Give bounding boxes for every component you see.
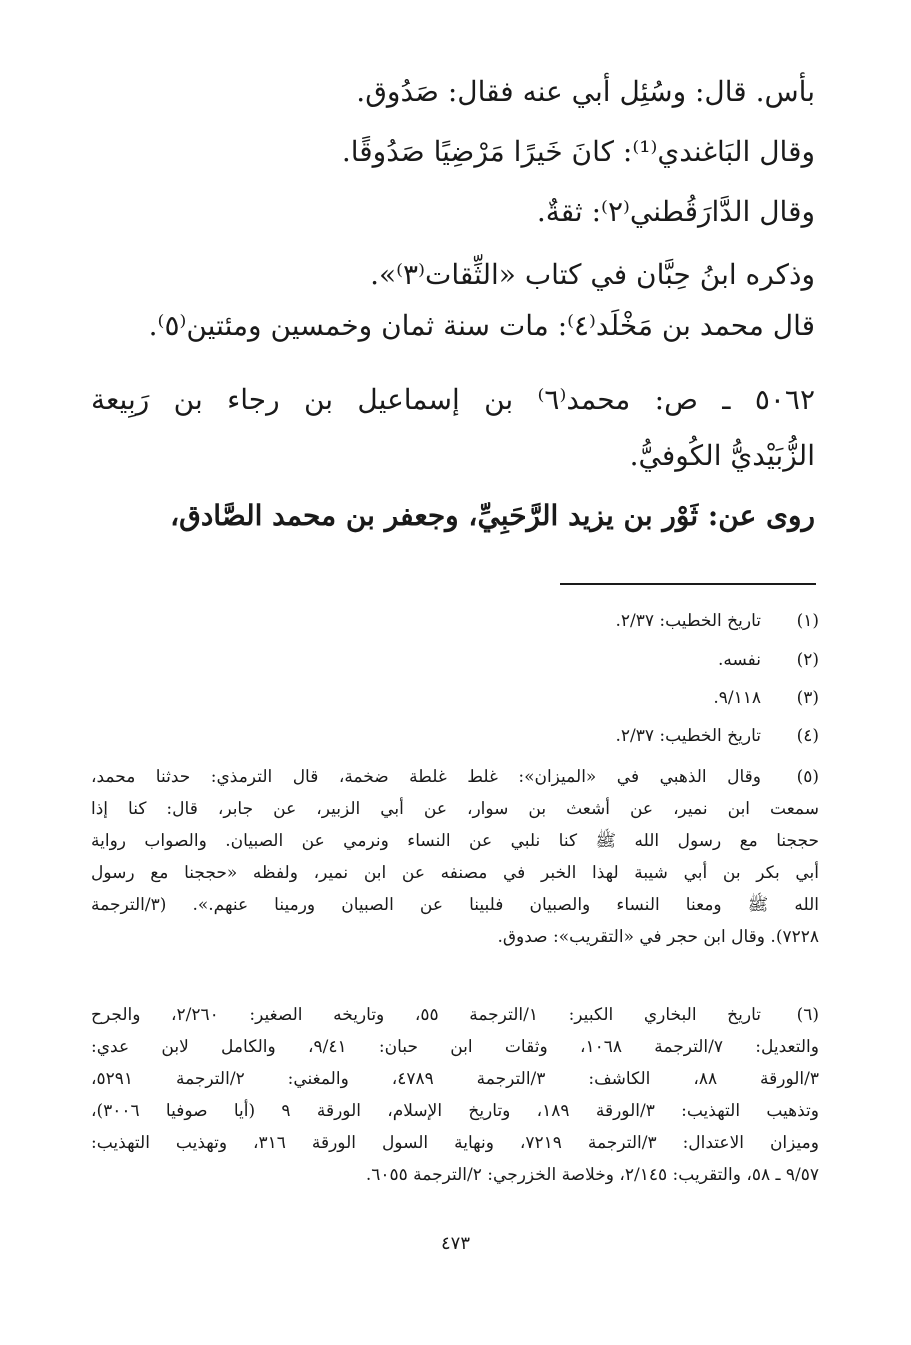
footnote-3 bbox=[91, 683, 819, 713]
footnote-6 bbox=[91, 1000, 819, 1200]
main-text-line-4: وذكره ابنُ حِبَّان في كتاب «الثِّقات⁽٣⁾». bbox=[370, 258, 815, 291]
main-text-line-2: وقال البَاغندي⁽¹⁾: كانَ خَيرًا مَرْضِيًا صَدُوقًا. bbox=[341, 135, 815, 168]
main-text-line-5: قال محمد بن مَخْلَد⁽٤⁾: مات سنة ثمان وخمسين ومئتين⁽٥⁾. bbox=[148, 309, 815, 342]
footnote-line: أبي بكر بن أبي شيبة لهذا الخبر في مصنفه عن ابن نمير، ولفظه «حججنا مع رسول bbox=[91, 863, 819, 883]
footnote-text: تاريخ الخطيب: ٢/٣٧. bbox=[615, 611, 761, 631]
footnote-line: وقال الذهبي في «الميزان»: غلط غلطة ضخمة، قال الترمذي: حدثنا محمد، bbox=[91, 767, 761, 787]
footnote-number: (٣) bbox=[796, 688, 819, 708]
footnote-line: ٩/٥٧ ـ ٥٨، والتقريب: ٢/١٤٥، وخلاصة الخزرجي: ٢/الترجمة ٦٠٥٥. bbox=[365, 1165, 819, 1185]
footnote-2 bbox=[91, 645, 819, 675]
footnote-line: ٧٢٢٨). وقال ابن حجر في «التقريب»: صدوق. bbox=[497, 927, 819, 947]
footnote-text: تاريخ الخطيب: ٢/٣٧. bbox=[615, 726, 761, 746]
page-number: ٤٧٣ bbox=[440, 1233, 470, 1254]
footnote-5 bbox=[91, 762, 819, 962]
footnote-divider bbox=[560, 583, 816, 585]
footnote-line: حججنا مع رسول الله ﷺ كنا نلبي عن النساء ونرمي عن الصبيان. والصواب رواية bbox=[91, 831, 819, 851]
footnote-number: (١) bbox=[796, 611, 819, 631]
footnote-line: ٣/الورقة ٨٨، الكاشف: ٣/الترجمة ٤٧٨٩، والمغني: ٢/الترجمة ٥٢٩١، bbox=[91, 1069, 820, 1089]
entry-heading-line-1: ٥٠٦٢ ـ ص: محمد⁽٦⁾ بن إسماعيل بن رجاء بن رَبِيعة bbox=[91, 383, 815, 416]
footnote-line: الله ﷺ ومعنا النساء والصبيان فلبينا عن الصبيان ورمينا عنهم.». (٣/الترجمة bbox=[91, 895, 819, 915]
footnote-number: (٤) bbox=[796, 726, 819, 746]
footnote-4 bbox=[91, 721, 819, 751]
footnote-number: (٥) bbox=[796, 767, 819, 787]
footnote-line: سمعت ابن نمير، عن أشعث بن سوار، عن أبي الزبير، عن جابر، قال: كنا إذا bbox=[91, 799, 819, 819]
footnote-line: تاريخ البخاري الكبير: ١/الترجمة ٥٥، وتاريخه الصغير: ٢/٢٦٠، والجرح bbox=[91, 1005, 761, 1025]
footnote-text: ٩/١١٨. bbox=[713, 688, 761, 708]
footnote-line: والتعديل: ٧/الترجمة ١٠٦٨، وثقات ابن حبان: ٩/٤١، والكامل لابن عدي: bbox=[91, 1037, 819, 1057]
footnote-line: وميزان الاعتدال: ٣/الترجمة ٧٢١٩، ونهاية السول الورقة ٣١٦، وتهذيب التهذيب: bbox=[91, 1133, 819, 1153]
footnote-text: نفسه. bbox=[717, 650, 761, 670]
main-text-line-1: بأس. قال: وسُئِل أبي عنه فقال: صَدُوق. bbox=[356, 75, 815, 108]
main-text-line-3: وقال الدَّارَقُطني⁽٢⁾: ثقةٌ. bbox=[536, 195, 815, 228]
footnote-number: (٢) bbox=[796, 650, 819, 670]
footnote-1 bbox=[91, 606, 819, 636]
narrated-from-line: روى عن: ثَوْر بن يزيد الرَّحَبِيِّ، وجعفر بن محمد الصَّادق، bbox=[170, 499, 815, 532]
footnote-line: وتذهيب التهذيب: ٣/الورقة ١٨٩، وتاريخ الإسلام، الورقة ٩ (أيا صوفيا ٣٠٠٦)، bbox=[91, 1101, 819, 1121]
footnote-number: (٦) bbox=[796, 1005, 819, 1025]
entry-heading-line-2: الزُّبَيْديُّ الكُوفيُّ. bbox=[629, 439, 815, 472]
